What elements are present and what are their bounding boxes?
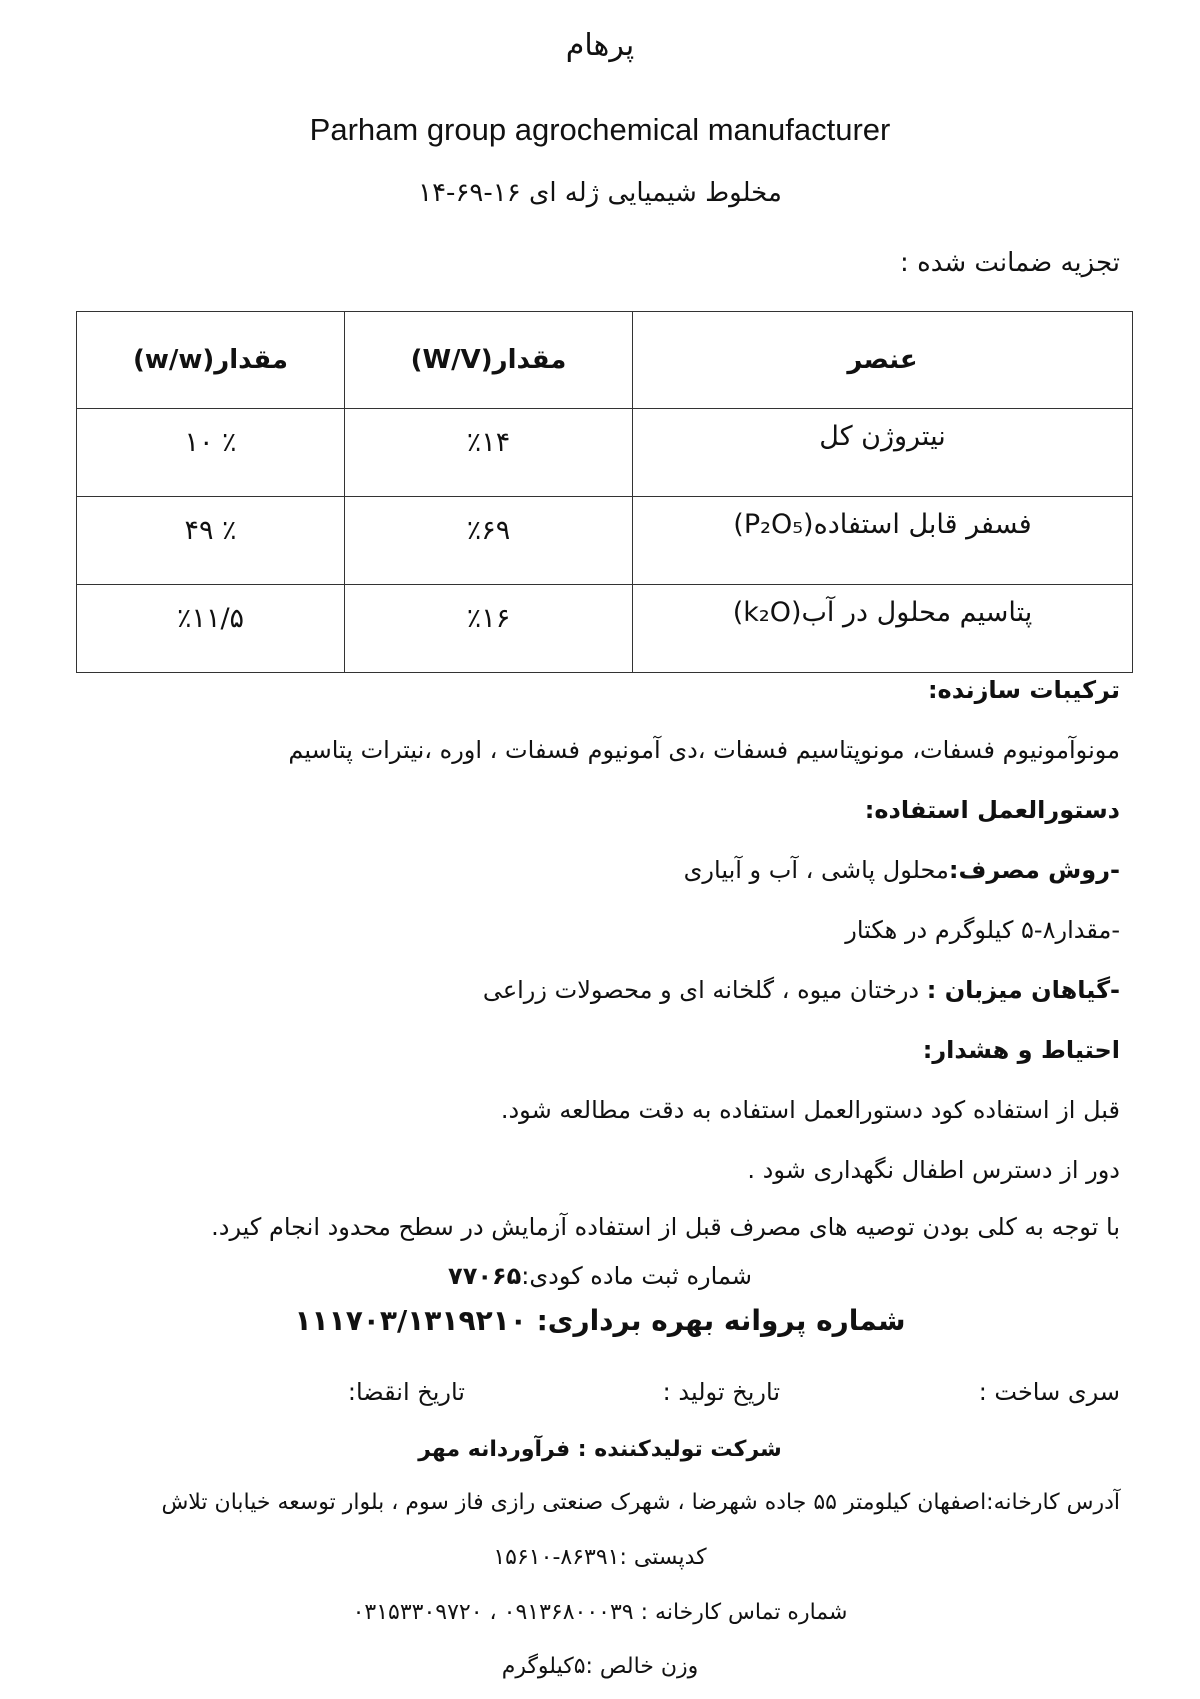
registration-number bbox=[0, 1262, 1200, 1290]
header-amount-ww: مقدار(w/w) bbox=[77, 312, 345, 409]
wv-cell: ٪۱۴ bbox=[345, 409, 633, 497]
table-row bbox=[77, 497, 1133, 585]
license-value: ۱۱۱۷۰۳/۱۳۱۹۲۱۰ bbox=[294, 1304, 527, 1337]
element-cell: پتاسیم محلول در آب(k₂O) bbox=[633, 585, 1133, 673]
producer-company: شرکت تولیدکننده : فرآوردانه مهر bbox=[418, 1437, 782, 1462]
composition-heading: ترکیبات سازنده: bbox=[927, 676, 1120, 704]
usage-method-label: -روش مصرف: bbox=[948, 856, 1120, 884]
warnings-heading: احتیاط و هشدار: bbox=[922, 1036, 1120, 1064]
guaranteed-analysis-table bbox=[76, 311, 1133, 673]
brand-name: پرهام bbox=[565, 28, 635, 63]
ww-cell: ٪۱۱/۵ bbox=[77, 585, 345, 673]
element-cell: فسفر قابل استفاده(P₂O₅) bbox=[633, 497, 1133, 585]
company-name-english: Parham group agrochemical manufacturer bbox=[309, 112, 891, 147]
batch-number: سری ساخت : bbox=[978, 1378, 1120, 1406]
license-label: شماره پروانه بهره برداری: bbox=[536, 1304, 906, 1337]
warning-line: با توجه به کلی بودن توصیه های مصرف قبل از استفاده آزمایش در سطح محدود انجام کیرد. bbox=[211, 1213, 1120, 1241]
table-row bbox=[77, 585, 1133, 673]
product-name: مخلوط شیمیایی ژله ای ۱۶-۶۹-۱۴ bbox=[418, 178, 782, 208]
composition-text: مونوآمونیوم فسفات، مونوپتاسیم فسفات ،دی آمونیوم فسفات ، اوره ،نیترات پتاسیم bbox=[288, 736, 1120, 764]
expiry-date: تاریخ انقضا: bbox=[347, 1378, 465, 1406]
table-header-row bbox=[77, 312, 1133, 409]
ww-cell: ٪ ۱۰ bbox=[77, 409, 345, 497]
net-weight: وزن خالص :۵کیلوگرم bbox=[501, 1654, 699, 1679]
header-element: عنصر bbox=[633, 312, 1133, 409]
ww-cell: ٪ ۴۹ bbox=[77, 497, 345, 585]
wv-cell: ٪۱۶ bbox=[345, 585, 633, 673]
guaranteed-analysis-heading: تجزیه ضمانت شده : bbox=[900, 248, 1120, 278]
warning-line: دور از دسترس اطفال نگهداری شود . bbox=[747, 1156, 1120, 1184]
table-row bbox=[77, 409, 1133, 497]
usage-dose: -مقدار۸-۵ کیلوگرم در هکتار bbox=[845, 916, 1120, 944]
usage-heading: دستورالعمل استفاده: bbox=[864, 796, 1120, 824]
license-number bbox=[0, 1304, 1200, 1337]
postal-code: کدپستی :۸۶۳۹۱-۱۵۶۱۰ bbox=[493, 1545, 707, 1570]
header-amount-wv: مقدار(W/V) bbox=[345, 312, 633, 409]
usage-method-value: محلول پاشی ، آب و آبیاری bbox=[683, 856, 949, 884]
usage-hosts-value: درختان میوه ، گلخانه ای و محصولات زراعی bbox=[482, 976, 927, 1004]
element-cell: نیتروژن کل bbox=[633, 409, 1133, 497]
registration-value: ۷۷۰۶۵ bbox=[448, 1262, 522, 1290]
warning-line: قبل از استفاده کود دستورالعمل استفاده به دقت مطالعه شود. bbox=[500, 1096, 1120, 1124]
wv-cell: ٪۶۹ bbox=[345, 497, 633, 585]
registration-label: شماره ثبت ماده کودی: bbox=[521, 1262, 752, 1290]
factory-address: آدرس کارخانه:اصفهان کیلومتر ۵۵ جاده شهرضا ، شهرک صنعتی رازی فاز سوم ، بلوار توسعه خیابان تلاش bbox=[161, 1490, 1120, 1515]
production-date: تاریخ تولید : bbox=[662, 1378, 780, 1406]
factory-phones: شماره تماس کارخانه : ۰۹۱۳۶۸۰۰۰۳۹ ، ۰۳۱۵۳۳۰۹۷۲۰ bbox=[352, 1600, 848, 1625]
usage-hosts-label: -گیاهان میزبان : bbox=[926, 976, 1120, 1004]
usage-method bbox=[684, 856, 1120, 884]
usage-hosts bbox=[483, 976, 1120, 1004]
